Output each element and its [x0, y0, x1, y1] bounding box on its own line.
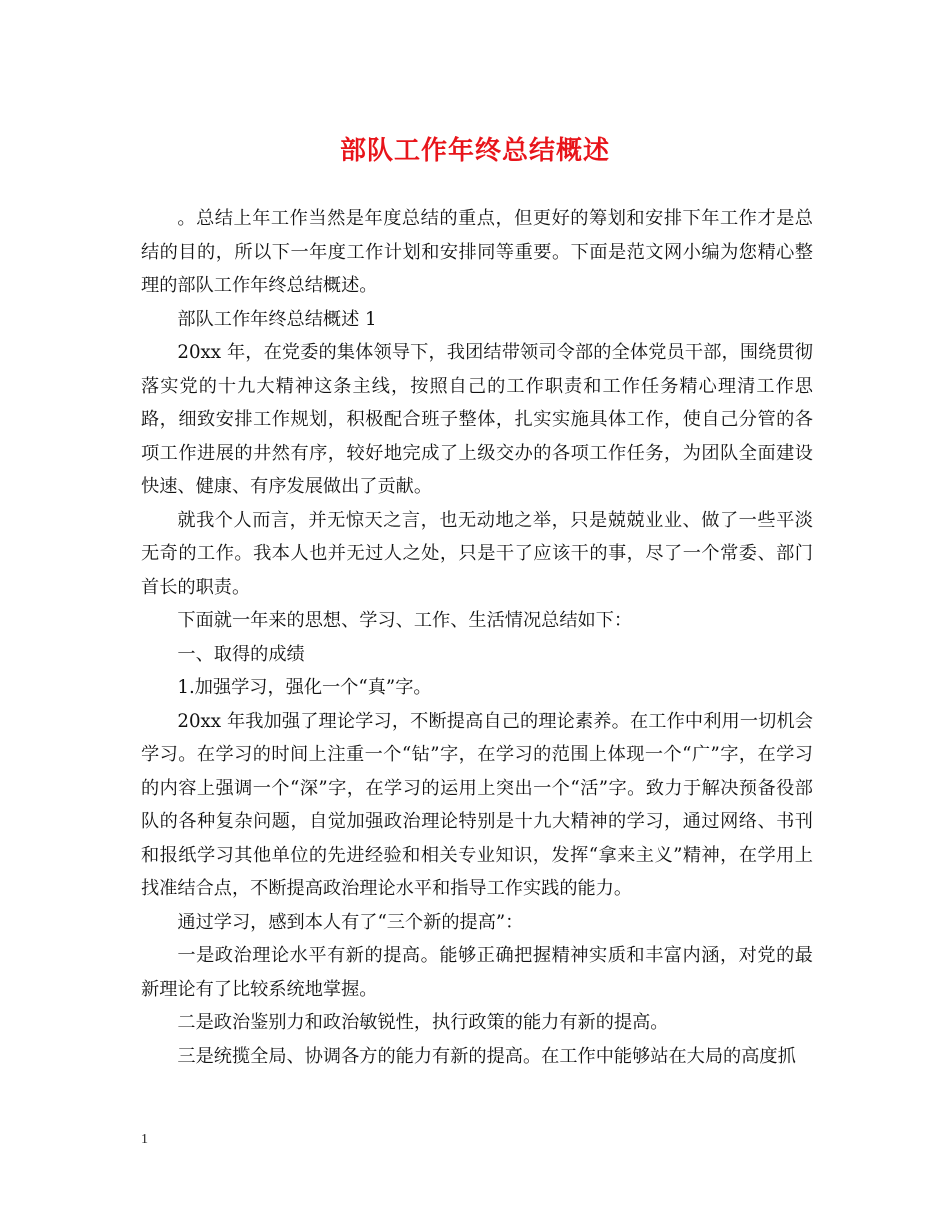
- body-paragraph: 通过学习，感到本人有了“三个新的提高”：: [177, 911, 524, 933]
- body-paragraph: 就我个人而言，并无惊天之言，也无动地之举，只是兢兢业业、做了一些平淡无奇的工作。我本人也并无过人之处，只是干了应该干的事，尽了一个常委、部门首长的职责。: [141, 509, 813, 598]
- page-number: 1: [141, 1132, 148, 1147]
- body-paragraph: 20xx 年，在党委的集体领导下，我团结带领司令部的全体党员干部，围绕贯彻落实党的十九大精神这条主线，按照自己的工作职责和工作任务精心理清工作思路，细致安排工作规划，积极配合班子整体，扎实实施具体工作，使自己分管的各项工作进展的井然有序，较好地完成了上级交办的各项工作任务，为团队全面建设快速、健康、有序发展做出了贡献。: [141, 342, 813, 497]
- body-paragraph: 二是政治鉴别力和政治敏锐性，执行政策的能力有新的提高。: [177, 1012, 669, 1033]
- body-paragraph: 一是政治理论水平有新的提高。能够正确把握精神实质和丰富内涵，对党的最新理论有了比较系统地掌握。: [141, 945, 813, 1000]
- document-title: 部队工作年终总结概述: [339, 136, 610, 166]
- body-paragraph: 20xx 年我加强了理论学习，不断提高自己的理论素养。在工作中利用一切机会学习。在学习的时间上注重一个“钻”字，在学习的范围上体现一个“广”字，在学习的内容上强调一个“深”字，在学习的运用上突出一个“活”字。致力于解决预备役部队的各种复杂问题，自觉加强政治理论特别是十九大精神的学习，通过网络、书刊和报纸学习其他单位的先进经验和相关专业知识，发挥“拿来主义”精神，在学用上找准结合点，不断提高政治理论水平和指导工作实践的能力。: [141, 710, 813, 899]
- body-paragraph: 三是统揽全局、协调各方的能力有新的提高。在工作中能够站在大局的高度抓: [177, 1045, 796, 1067]
- section-heading: 一、取得的成绩: [177, 643, 305, 665]
- section-heading: 部队工作年终总结概述 1: [177, 308, 377, 330]
- document-body: [141, 202, 813, 1073]
- intro-paragraph: 。总结上年工作当然是年度总结的重点，但更好的筹划和安排下年工作才是总结的目的，所以下一年度工作计划和安排同等重要。下面是范文网小编为您精心整理的部队工作年终总结概述。: [141, 208, 813, 296]
- subsection-heading: 1.加强学习，强化一个“真”字。: [177, 677, 432, 698]
- body-paragraph: 下面就一年来的思想、学习、工作、生活情况总结如下：: [177, 610, 633, 631]
